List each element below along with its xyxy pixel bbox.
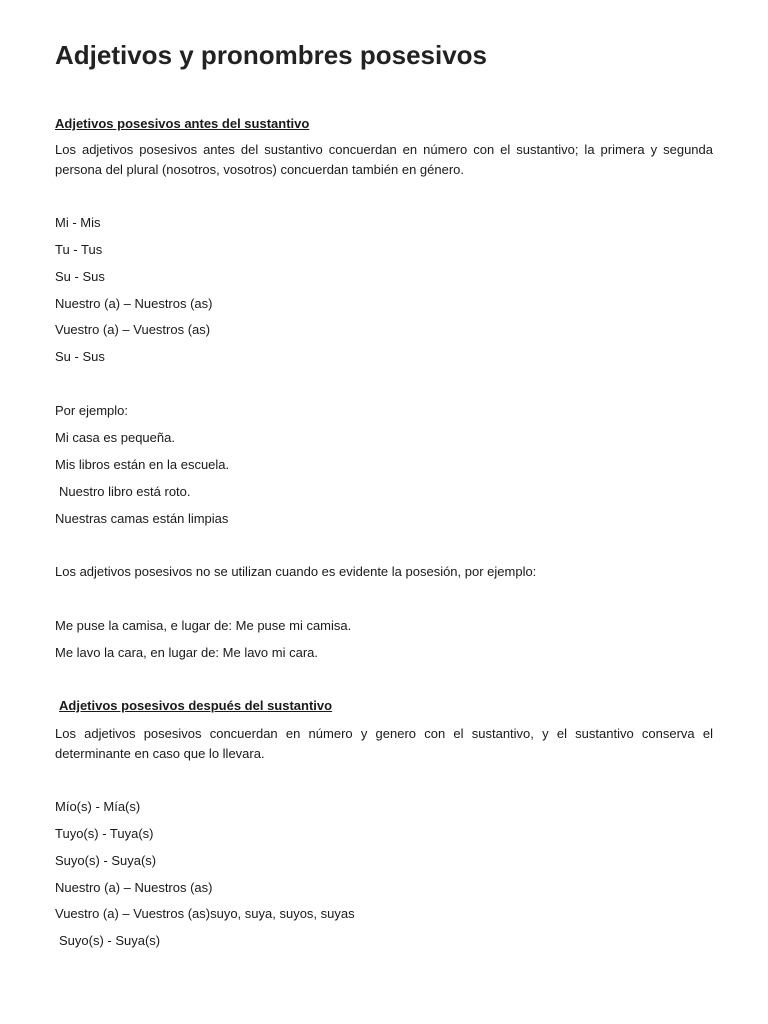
- list-item: Mío(s) - Mía(s): [55, 799, 141, 814]
- example-item: Nuestras camas están limpias: [55, 511, 229, 526]
- example-item: Mis libros están en la escuela.: [55, 457, 230, 472]
- list-item: Suyo(s) - Suya(s): [59, 933, 161, 948]
- example-item: Me lavo la cara, en lugar de: Me lavo mi cara.: [55, 645, 319, 660]
- list-item: Nuestro (a) – Nuestros (as): [55, 880, 213, 895]
- section-heading: Adjetivos posesivos antes del sustantivo: [55, 116, 310, 131]
- paragraph: Los adjetivos posesivos antes del sustantivo concuerdan en número con el sustantivo; la primera y segunda persona del plural (nosotros, vosotros) concuerdan también en género.: [55, 142, 713, 177]
- list-item: Vuestro (a) – Vuestros (as): [55, 322, 211, 337]
- list-item: Tu - Tus: [55, 242, 103, 257]
- section-heading: Adjetivos posesivos después del sustantivo: [59, 698, 333, 713]
- note-paragraph: Los adjetivos posesivos no se utilizan cuando es evidente la posesión, por ejemplo:: [55, 564, 537, 579]
- list-item: Suyo(s) - Suya(s): [55, 853, 157, 868]
- list-item: Su - Sus: [55, 269, 105, 284]
- list-item: Mi - Mis: [55, 215, 101, 230]
- list-item: Su - Sus: [55, 349, 105, 364]
- example-item: Nuestro libro está roto.: [59, 484, 191, 499]
- page-title: Adjetivos y pronombres posesivos: [55, 40, 488, 70]
- example-label: Por ejemplo:: [55, 403, 128, 418]
- list-item: Tuyo(s) - Tuya(s): [55, 826, 154, 841]
- list-item: Nuestro (a) – Nuestros (as): [55, 296, 213, 311]
- list-item: Vuestro (a) – Vuestros (as)suyo, suya, suyos, suyas: [55, 906, 355, 921]
- paragraph: Los adjetivos posesivos concuerdan en número y genero con el sustantivo, y el sustantivo conserva el determinante en caso que lo llevara.: [55, 726, 713, 761]
- example-item: Mi casa es pequeña.: [55, 430, 175, 445]
- example-item: Me puse la camisa, e lugar de: Me puse mi camisa.: [55, 618, 352, 633]
